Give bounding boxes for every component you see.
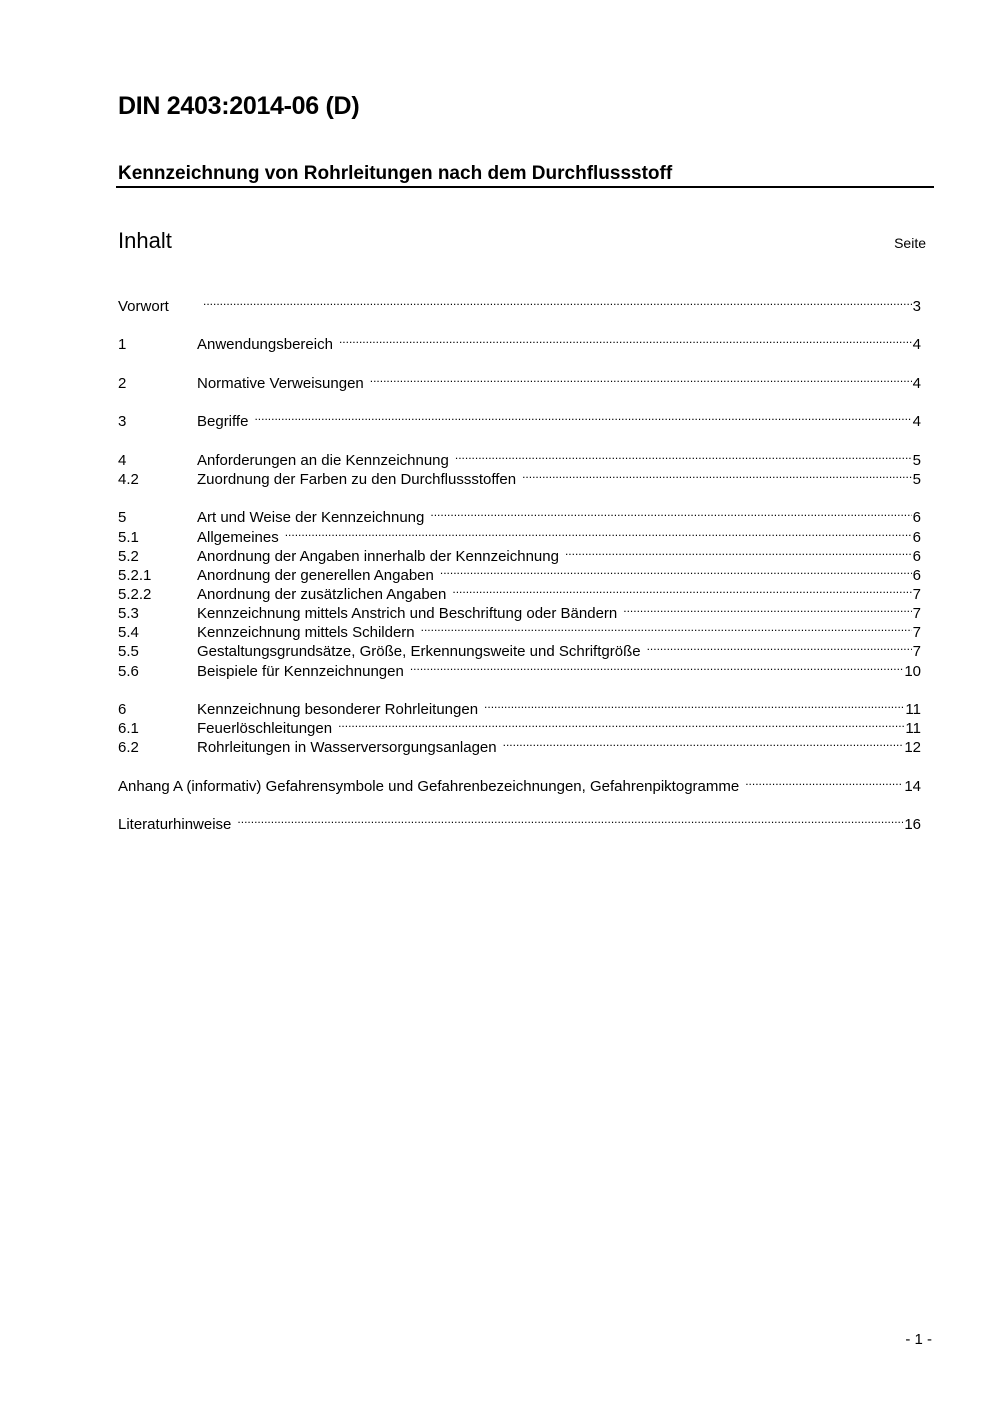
toc-entry-title: Vorwort: [118, 298, 169, 315]
toc-entry-title: Beispiele für Kennzeichnungen: [197, 663, 404, 680]
toc-entry[interactable]: [118, 713, 921, 737]
toc-leader-dots: [237, 809, 903, 829]
toc-leader-dots: [338, 713, 904, 733]
toc-entry-number: 5.2.1: [118, 567, 152, 584]
toc-entry-number: 4.2: [118, 471, 139, 488]
toc-leader-dots: [745, 771, 903, 791]
toc-entry-title: Feuerlöschleitungen: [197, 720, 333, 737]
toc-entry-number: 6: [118, 701, 127, 718]
toc-entry-page: 5: [912, 452, 921, 469]
page-number: - 1 -: [905, 1331, 932, 1348]
toc-entry[interactable]: [118, 502, 921, 526]
toc-entry[interactable]: [118, 522, 921, 546]
toc-leader-dots: [522, 464, 912, 484]
toc-entry[interactable]: [118, 329, 921, 353]
toc-entry[interactable]: [118, 732, 921, 756]
toc-entry-number: 5.4: [118, 624, 139, 641]
toc-entry[interactable]: [118, 771, 921, 795]
toc-entry-number: 5.5: [118, 643, 139, 660]
toc-entry-title: Kennzeichnung besonderer Rohrleitungen: [197, 701, 479, 718]
toc-entry[interactable]: [118, 809, 921, 833]
toc-entry-number: 5.3: [118, 605, 139, 622]
toc-entry-title: Anordnung der Angaben innerhalb der Kennzeichnung: [197, 548, 559, 565]
toc-leader-dots: [623, 598, 911, 618]
toc-entry[interactable]: [118, 636, 921, 660]
toc-entry[interactable]: [118, 406, 921, 430]
toc-entry-number: 4: [118, 452, 127, 469]
toc-leader-dots: [440, 560, 912, 580]
toc-leader-dots: [370, 368, 912, 388]
toc-entry-number: 5: [118, 509, 127, 526]
toc-entry-title: Anforderungen an die Kennzeichnung: [197, 452, 449, 469]
toc-entry-page: 11: [905, 701, 921, 718]
toc-entry-page: 16: [904, 816, 921, 833]
toc-entry[interactable]: [118, 291, 921, 315]
toc-entry[interactable]: [118, 598, 921, 622]
toc-entry-page: 7: [912, 643, 921, 660]
toc-leader-dots: [484, 694, 904, 714]
toc-entry-page: 4: [912, 336, 921, 353]
toc-entry-page: 10: [904, 663, 921, 680]
toc-leader-dots: [421, 617, 912, 637]
toc-entry-number: 5.1: [118, 529, 139, 546]
toc-leader-dots: [565, 541, 912, 561]
toc-entry-number: 6.1: [118, 720, 139, 737]
toc-entry-title: Gestaltungsgrundsätze, Größe, Erkennungsweite und Schriftgröße: [197, 643, 641, 660]
toc-leader-dots: [452, 579, 911, 599]
toc-entry-page: 12: [904, 739, 921, 756]
toc-leader-dots: [339, 329, 912, 349]
toc-entry-title: Anordnung der generellen Angaben: [197, 567, 434, 584]
toc-entry[interactable]: [118, 656, 921, 680]
toc-entry-page: 6: [912, 529, 921, 546]
toc-entry-page: 7: [912, 605, 921, 622]
toc-leader-dots: [203, 291, 912, 311]
toc-entry-page: 4: [912, 413, 921, 430]
toc-entry-title: Anwendungsbereich: [197, 336, 333, 353]
toc-entry-number: 6.2: [118, 739, 139, 756]
toc-entry-page: 7: [912, 624, 921, 641]
toc-entry-title: Anhang A (informativ) Gefahrensymbole und Gefahrenbezeichnungen, Gefahrenpiktogramme: [118, 778, 740, 795]
toc-entry-title: Allgemeines: [197, 529, 279, 546]
toc-entry-number: 5.6: [118, 663, 139, 680]
toc-entry-number: 3: [118, 413, 127, 430]
toc-page-label: Seite: [894, 235, 926, 251]
toc-heading: Inhalt: [118, 228, 172, 253]
toc-entry-title: Zuordnung der Farben zu den Durchflussstoffen: [197, 471, 517, 488]
toc-entry[interactable]: [118, 579, 921, 603]
toc-entry-page: 7: [912, 586, 921, 603]
document-id: DIN 2403:2014-06 (D): [118, 92, 360, 120]
toc-leader-dots: [503, 732, 904, 752]
toc-entry[interactable]: [118, 368, 921, 392]
toc-entry-page: 6: [912, 567, 921, 584]
toc-entry-title: Normative Verweisungen: [197, 375, 364, 392]
toc-entry-page: 5: [912, 471, 921, 488]
document-title: Kennzeichnung von Rohrleitungen nach dem Durchflussstoff: [118, 163, 673, 184]
toc-entry[interactable]: [118, 694, 921, 718]
toc-entry-title: Anordnung der zusätzlichen Angaben: [197, 586, 447, 603]
toc-entry-page: 6: [912, 548, 921, 565]
toc-entry-title: Art und Weise der Kennzeichnung: [197, 509, 425, 526]
toc-entry-page: 4: [912, 375, 921, 392]
toc-entry-number: 5.2.2: [118, 586, 152, 603]
toc-entry-title: Kennzeichnung mittels Schildern: [197, 624, 415, 641]
toc-entry[interactable]: [118, 617, 921, 641]
toc-entry-page: 11: [905, 720, 921, 737]
title-rule: [116, 186, 934, 188]
toc-entry-title: Rohrleitungen in Wasserversorgungsanlagen: [197, 739, 497, 756]
toc-leader-dots: [410, 656, 903, 676]
toc-entry[interactable]: [118, 560, 921, 584]
toc-entry-page: 14: [904, 778, 921, 795]
toc-entry-title: Begriffe: [197, 413, 249, 430]
toc-entry-title: Literaturhinweise: [118, 816, 232, 833]
toc-leader-dots: [455, 445, 912, 465]
toc-entry-number: 5.2: [118, 548, 139, 565]
toc-entry-page: 6: [912, 509, 921, 526]
toc-leader-dots: [430, 502, 911, 522]
toc-leader-dots: [647, 636, 912, 656]
toc-entry[interactable]: [118, 445, 921, 469]
toc-entry-title: Kennzeichnung mittels Anstrich und Beschriftung oder Bändern: [197, 605, 618, 622]
toc-entry[interactable]: [118, 541, 921, 565]
toc-entry[interactable]: [118, 464, 921, 488]
toc-entry-page: 3: [912, 298, 921, 315]
toc-leader-dots: [254, 406, 911, 426]
toc-leader-dots: [285, 522, 912, 542]
toc-entry-number: 1: [118, 336, 127, 353]
toc-entry-number: 2: [118, 375, 127, 392]
